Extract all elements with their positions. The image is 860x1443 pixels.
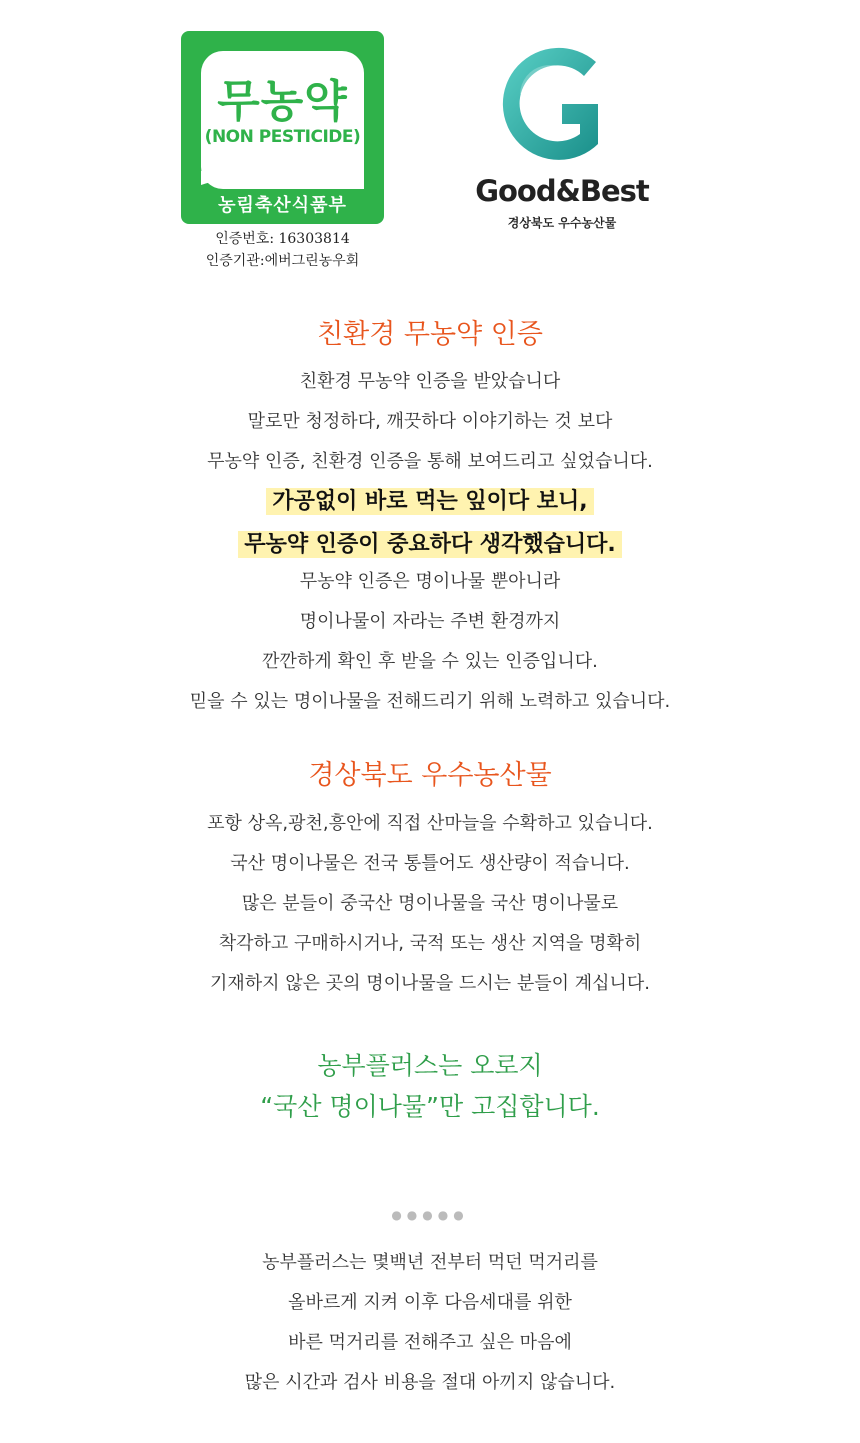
highlight-line — [0, 530, 860, 560]
footer-line: 농부플러스는 몇백년 전부터 먹던 먹거리를 — [262, 1252, 598, 1273]
highlight-text: 가공없이 바로 먹는 잎이다 보니, — [266, 488, 593, 515]
section2-line: 많은 분들이 중국산 명이나물을 국산 명이나물로 — [241, 893, 619, 914]
section1-line: 깐깐하게 확인 후 받을 수 있는 인증입니다. — [262, 651, 598, 672]
cert-mark-ministry: 농림축산식품부 — [218, 195, 347, 216]
section1-heading: 친환경 무농약 인증 — [317, 319, 543, 350]
highlight-line — [0, 487, 860, 517]
section2-heading: 경상북도 우수농산물 — [308, 760, 552, 791]
cert-number: 인증번호: 16303814 — [215, 231, 350, 247]
non-pesticide-certification-mark — [181, 31, 384, 224]
good-best-name: Good&Best — [475, 174, 649, 208]
section1-line: 무농약 인증은 명이나물 뿐아니라 — [299, 571, 561, 592]
footer-line: 바른 먹거리를 전해주고 싶은 마음에 — [288, 1332, 572, 1353]
footer-line: 올바르게 지켜 이후 다음세대를 위한 — [288, 1292, 572, 1313]
section1-line: 믿을 수 있는 명이나물을 전해드리기 위해 노력하고 있습니다. — [189, 691, 671, 712]
divider-dots: ●●●●● — [391, 1208, 469, 1222]
highlight-text: 무농약 인증이 중요하다 생각했습니다. — [238, 531, 621, 558]
tagline-line: “국산 명이나물”만 고집합니다. — [260, 1092, 600, 1121]
section2-line: 국산 명이나물은 전국 통틀어도 생산량이 적습니다. — [230, 853, 630, 874]
section1-line: 무농약 인증, 친환경 인증을 통해 보여드리고 싶었습니다. — [207, 451, 653, 472]
cert-mark-title: 무농약 — [217, 76, 348, 127]
section2-line: 착각하고 구매하시거나, 국적 또는 생산 지역을 명확히 — [218, 933, 642, 954]
good-best-subtitle: 경상북도 우수농산물 — [507, 216, 617, 230]
section2-line: 기재하지 않은 곳의 명이나물을 드시는 분들이 계십니다. — [210, 973, 650, 994]
cert-agency: 인증기관:에버그린농우회 — [205, 253, 360, 269]
section1-line: 명이나물이 자라는 주변 환경까지 — [299, 611, 561, 632]
cert-mark-subtitle: (NON PESTICIDE) — [204, 127, 361, 147]
g-letter-icon — [500, 40, 630, 168]
section1-line: 말로만 청정하다, 깨끗하다 이야기하는 것 보다 — [247, 411, 613, 432]
section2-line: 포항 상옥,광천,흥안에 직접 산마늘을 수확하고 있습니다. — [207, 813, 653, 834]
footer-line: 많은 시간과 검사 비용을 절대 아끼지 않습니다. — [244, 1372, 616, 1393]
tagline-line: 농부플러스는 오로지 — [317, 1051, 543, 1080]
section1-line: 친환경 무농약 인증을 받았습니다 — [299, 371, 561, 392]
cert-mark-wave — [201, 171, 364, 191]
